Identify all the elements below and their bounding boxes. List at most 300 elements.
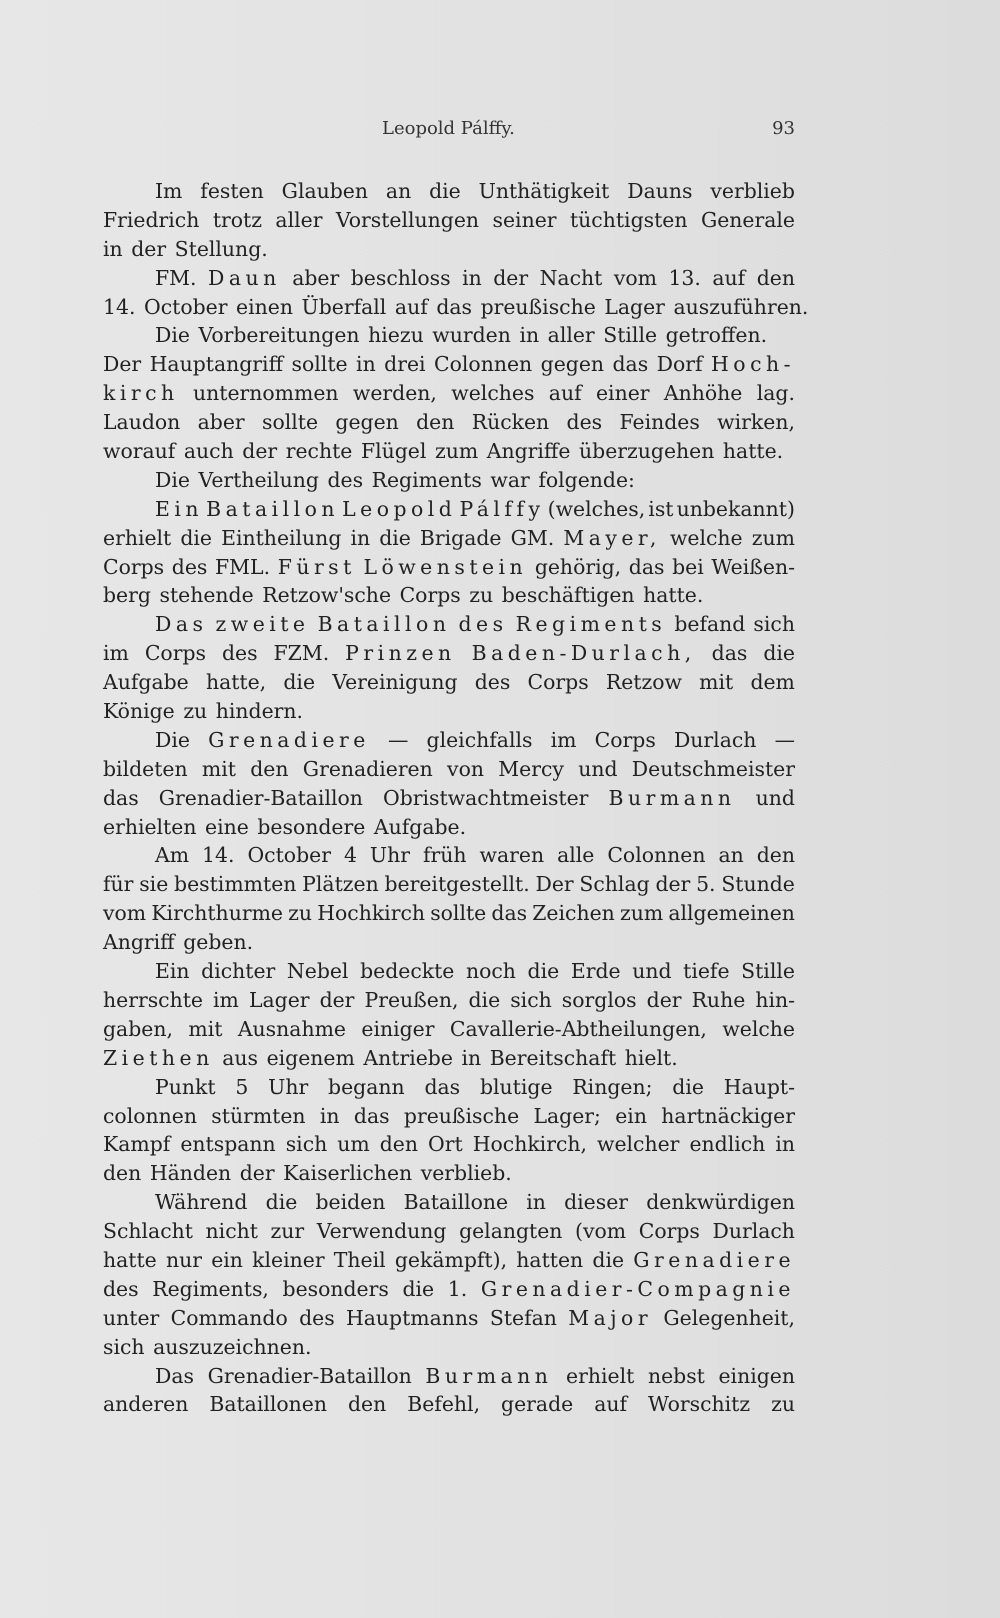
text-line (103, 1159, 795, 1188)
word: einigen (718, 1363, 795, 1388)
spaced-name: Mayer, (563, 525, 661, 550)
text-line (103, 524, 795, 553)
word: an (385, 179, 412, 203)
word: zu (469, 583, 494, 608)
word: Aufgabe (103, 670, 189, 695)
running-head (100, 118, 795, 148)
text-line (103, 321, 795, 350)
word: Vorbereitungen (198, 323, 360, 348)
spaced-name: Burmann (425, 1363, 553, 1388)
word: — (387, 727, 409, 752)
word: gerade (501, 1392, 574, 1417)
word: sich (510, 987, 552, 1012)
word: Theil (333, 1247, 386, 1272)
word: mit (699, 670, 734, 695)
word: den (756, 265, 795, 290)
word: Schlacht (103, 1219, 193, 1244)
word: Stille (741, 959, 795, 984)
word: der (646, 987, 682, 1012)
word: sollte (262, 410, 319, 435)
word: Corps (399, 583, 461, 608)
word: auszuzeichnen. (153, 1334, 312, 1359)
word: Bataillonen (209, 1392, 328, 1417)
word: anderen (103, 1392, 189, 1417)
word: der (131, 236, 167, 261)
word: früh (422, 843, 467, 868)
word: Stille (603, 323, 658, 348)
word: nur (165, 1247, 202, 1272)
word: Eintheilung (221, 525, 342, 550)
word: kleiner (252, 1247, 325, 1272)
spaced-name: Burmann (608, 785, 736, 810)
word: die (592, 1247, 625, 1272)
word: die (402, 1276, 435, 1301)
word: Deutschmeister (631, 756, 795, 781)
word: Friedrich (103, 207, 200, 232)
word: Vertheilung (198, 467, 319, 492)
text-line (103, 841, 795, 870)
word: Stellung. (174, 236, 268, 261)
word: einer (595, 381, 650, 406)
word: gegen (540, 352, 605, 377)
word: Corps (594, 727, 656, 752)
word: Aufgabe. (373, 814, 467, 839)
word: Colonnen (434, 352, 533, 377)
word: stürmten (211, 1103, 306, 1128)
word: in (356, 352, 376, 377)
word: Unthätigkeit (478, 179, 610, 203)
word: denkwürdigen (646, 1190, 795, 1215)
spaced-name: Major (568, 1305, 653, 1330)
word: Rücken (471, 410, 550, 435)
text-line (103, 553, 795, 582)
word: das (711, 641, 748, 666)
text-line (103, 957, 795, 986)
word: preußische (403, 1103, 520, 1128)
word: Uhr (268, 1074, 309, 1099)
word: in (526, 1190, 546, 1215)
word: Der (103, 352, 142, 377)
word: Regiments, (152, 1276, 269, 1301)
word: hatte (103, 1247, 157, 1272)
word: bedeckte (360, 959, 455, 984)
text-line (103, 293, 809, 322)
word: eine (205, 814, 249, 839)
word: besonders (282, 1276, 389, 1301)
word: Am (155, 843, 190, 868)
spaced-name: Grenadier-Compagnie (480, 1276, 795, 1301)
word: auf (712, 265, 746, 290)
word: die (527, 959, 560, 984)
word: verblieb. (420, 1161, 512, 1186)
word: hatte. (722, 439, 784, 464)
word: mit (201, 756, 236, 781)
spaced-name: Ein (155, 496, 204, 521)
word: den (103, 1161, 142, 1186)
word: seiner (492, 207, 557, 232)
word: im (103, 641, 129, 666)
spaced-name: Löwenstein (363, 554, 528, 579)
text-line (103, 1333, 795, 1362)
word: worauf (103, 439, 176, 464)
word: des (103, 1276, 139, 1301)
word: in (461, 1045, 482, 1070)
word: Glauben (281, 179, 369, 203)
word: FZM. (273, 641, 330, 666)
word: von (447, 756, 484, 781)
text-line (103, 350, 795, 379)
word: einen (236, 294, 293, 319)
word: das (424, 1074, 461, 1099)
text-line (103, 755, 795, 784)
word: der (319, 987, 355, 1012)
word: auszuführen. (673, 294, 809, 319)
word: Ein (155, 959, 190, 984)
word: hatte. (643, 583, 704, 608)
word: Vereinigung (332, 670, 458, 695)
text-line (103, 1015, 795, 1044)
word: bereitgestellt. (384, 872, 530, 897)
word: Der (535, 872, 574, 897)
word: getroffen. (665, 323, 768, 348)
word: des (221, 641, 258, 666)
word: eigenem (266, 1045, 355, 1070)
word: Regiments (371, 467, 482, 492)
spaced-name: Bataillon (317, 612, 451, 637)
word: Bereitschaft (489, 1045, 617, 1070)
word: Lager (248, 987, 310, 1012)
word: Punkt (155, 1074, 216, 1099)
spaced-name: Regiments (515, 612, 667, 637)
text-line (103, 1130, 795, 1159)
word: Durlach (673, 727, 757, 752)
word: verblieb (710, 179, 795, 203)
word: unbekannt) (676, 496, 795, 521)
text-line (103, 495, 795, 524)
word: Die (155, 323, 190, 348)
word: das (612, 352, 649, 377)
word: tüchtigsten (569, 207, 688, 232)
word: trotz (212, 207, 262, 232)
word: den (250, 756, 289, 781)
word: FM. (155, 265, 197, 290)
word: das (436, 294, 472, 319)
word: sollte (291, 352, 348, 377)
word: einiger (361, 1016, 435, 1041)
word: Feindes (619, 410, 700, 435)
word: auch (183, 439, 234, 464)
text-line (103, 1217, 795, 1246)
text-line (103, 264, 795, 293)
word: des (171, 554, 208, 579)
word: waren (479, 843, 545, 868)
text-line (103, 1275, 795, 1304)
word: vom (103, 901, 147, 926)
word: das (491, 901, 528, 926)
word: zu (288, 901, 313, 926)
word: endlich (689, 1132, 766, 1157)
word: in (319, 1103, 340, 1128)
word: erhielten (103, 814, 197, 839)
word: den (348, 1392, 387, 1417)
word: sorglos (561, 987, 637, 1012)
word: Hochkirch (317, 901, 426, 926)
word: des (299, 1305, 335, 1330)
spaced-name: Ziethen (103, 1045, 214, 1070)
text-line (103, 408, 795, 437)
word: hindern. (215, 699, 304, 724)
word: Ort (428, 1132, 463, 1157)
word: colonnen (103, 1103, 197, 1128)
word: Händen (149, 1161, 232, 1186)
text-line (103, 1246, 795, 1275)
word: auf (594, 1392, 628, 1417)
word: herrschte (103, 987, 203, 1012)
word: hin- (755, 987, 795, 1012)
word: stehende (159, 583, 254, 608)
word: in (519, 323, 540, 348)
word: des (566, 410, 603, 435)
word: der (242, 439, 278, 464)
word: die (429, 179, 461, 203)
word: Zeichen (532, 901, 615, 926)
word: 14. (202, 843, 235, 868)
word: aller (275, 207, 323, 232)
word: berg (103, 583, 151, 608)
word: überzugehen (579, 439, 715, 464)
text-line (103, 870, 795, 899)
word: Im (155, 179, 183, 203)
word: sich (103, 1334, 145, 1359)
word: Angriffe (486, 439, 571, 464)
text-line (103, 1188, 795, 1217)
word: Weißen- (711, 554, 795, 579)
word: Vorstellungen (335, 207, 480, 232)
word: zu (771, 1392, 795, 1417)
word: die (265, 1190, 298, 1215)
word: Ringen; (572, 1074, 653, 1099)
word: Uhr (369, 843, 410, 868)
word: Stefan (489, 1305, 557, 1330)
word: aller (547, 323, 595, 348)
word: Corps (527, 670, 589, 695)
word: den (379, 1132, 419, 1157)
word: Erde (570, 959, 621, 984)
word: um (337, 1132, 370, 1157)
word: 5 (235, 1074, 249, 1099)
word: in (775, 1132, 795, 1157)
word: auf (394, 294, 428, 319)
word: vom (613, 265, 657, 290)
word: allgemeinen (668, 901, 795, 926)
word: aus (222, 1045, 259, 1070)
running-title: Leopold Pálffy. (382, 118, 515, 139)
word: wirken, (717, 410, 795, 435)
word: geben. (183, 930, 254, 955)
word: Kirchthurme (151, 901, 283, 926)
word: 1. (447, 1276, 468, 1301)
word: Verwendung (316, 1219, 447, 1244)
word: Worschitz (648, 1392, 751, 1417)
word: Preußen, (364, 987, 459, 1012)
spaced-name: Hoch- (711, 352, 795, 377)
word: beschäftigen (501, 583, 635, 608)
word: zur (270, 1219, 305, 1244)
word: Grenadieren (302, 756, 433, 781)
word: Colonnen (607, 843, 706, 868)
word: welcher (597, 1132, 680, 1157)
spaced-name: Baden-Durlach, (471, 641, 696, 666)
word: begann (328, 1074, 405, 1099)
word: ein (615, 1103, 647, 1128)
word: Die (155, 727, 190, 752)
word: bildeten (103, 756, 188, 781)
word: der (493, 265, 529, 290)
word: den (416, 410, 455, 435)
spaced-name: Leopold (342, 496, 457, 521)
word: blutige (479, 1074, 553, 1099)
word: Hauptangriff (149, 352, 284, 377)
word: Generale (700, 207, 795, 232)
word: die (468, 987, 501, 1012)
word: Die (155, 467, 190, 492)
spaced-name: des (458, 612, 508, 637)
text-line (103, 697, 795, 726)
text-line (103, 437, 795, 466)
word: gekämpft), (394, 1247, 508, 1272)
word: Ausnahme (237, 1016, 346, 1041)
word: gaben, (103, 1016, 173, 1041)
word: Nacht (539, 265, 603, 290)
word: hielt. (624, 1045, 678, 1070)
word: hartnäckiger (661, 1103, 795, 1128)
word: Plätzen (302, 872, 379, 897)
word: Befehl, (407, 1392, 481, 1417)
word: nicht (205, 1219, 258, 1244)
word: beiden (315, 1190, 386, 1215)
word: Grenadier-Bataillon (158, 785, 363, 810)
word: (vom (575, 1219, 627, 1244)
body-text (103, 177, 809, 1419)
text-line (103, 1390, 795, 1419)
word: hatte, (205, 670, 267, 695)
word: Antriebe (363, 1045, 453, 1070)
word: folgende: (538, 467, 635, 492)
spaced-name: Bataillon (206, 496, 339, 521)
word: die (180, 525, 212, 550)
word: Retzow'sche (262, 583, 392, 608)
word: October (144, 294, 228, 319)
word: die (763, 641, 795, 666)
word: besondere (257, 814, 366, 839)
word: Stunde (721, 872, 795, 897)
word: die (283, 670, 316, 695)
word: unter (103, 1305, 160, 1330)
word: Hauptmanns (345, 1305, 479, 1330)
word: entspann (180, 1132, 276, 1157)
word: erhielt (103, 525, 172, 550)
word: Retzow (605, 670, 682, 695)
word: Könige (103, 699, 175, 724)
word: drei (384, 352, 426, 377)
word: Corps (144, 641, 206, 666)
word: das (353, 1103, 390, 1128)
word: gleichfalls (426, 727, 533, 752)
word: mit (188, 1016, 223, 1041)
text-line (103, 1102, 795, 1131)
text-line (103, 581, 795, 610)
text-line (103, 177, 795, 206)
word: des (474, 670, 511, 695)
word: das (103, 785, 139, 810)
word: und (755, 785, 795, 810)
word: Grenadier-Bataillon (207, 1363, 412, 1388)
word: 14. (103, 294, 136, 319)
word: auf (548, 381, 582, 406)
word: Schlag (579, 872, 650, 897)
word: der (239, 1161, 275, 1186)
word: Obristwachtmeister (382, 785, 589, 810)
word: Überfall (301, 294, 387, 319)
word: Kaiserlichen (283, 1161, 413, 1186)
word: bei (672, 554, 704, 579)
word: Durlach (712, 1219, 795, 1244)
word: Nebel (286, 959, 349, 984)
spaced-name: Pálffy (459, 496, 545, 521)
text-line (103, 928, 795, 957)
word: Hochkirch, (472, 1132, 587, 1157)
text-line (103, 1044, 795, 1073)
word: in (462, 265, 482, 290)
word: im (550, 727, 577, 752)
text-line (103, 986, 795, 1015)
word: ein (211, 1247, 243, 1272)
word: welches (451, 381, 535, 406)
word: gegen (335, 410, 399, 435)
word: dieser (564, 1190, 629, 1215)
word: bestimmten (174, 872, 297, 897)
word: Kampf (103, 1132, 171, 1157)
word: in (350, 525, 371, 550)
word: war (490, 467, 530, 492)
word: Während (155, 1190, 248, 1215)
word: dem (750, 670, 795, 695)
word: nebst (647, 1363, 705, 1388)
word: die (379, 525, 411, 550)
text-line (103, 726, 795, 755)
text-line (103, 466, 795, 495)
word: in (103, 236, 123, 261)
text-line (103, 668, 795, 697)
word: Anhöhe (663, 381, 743, 406)
word: den (756, 843, 795, 868)
spaced-name: Das (155, 612, 208, 637)
word: rechte (285, 439, 353, 464)
word: das (628, 554, 665, 579)
word: hiezu (368, 323, 424, 348)
spaced-name: zweite (215, 612, 310, 637)
word: Haupt- (723, 1074, 795, 1099)
text-line (103, 1362, 795, 1391)
word: FML. (215, 554, 271, 579)
word: sie (139, 872, 169, 897)
word: erhielt (566, 1363, 635, 1388)
text-line (103, 813, 795, 842)
word: zu (183, 699, 208, 724)
word: GM. (510, 525, 555, 550)
word: festen (200, 179, 264, 203)
word: Corps (103, 554, 165, 579)
